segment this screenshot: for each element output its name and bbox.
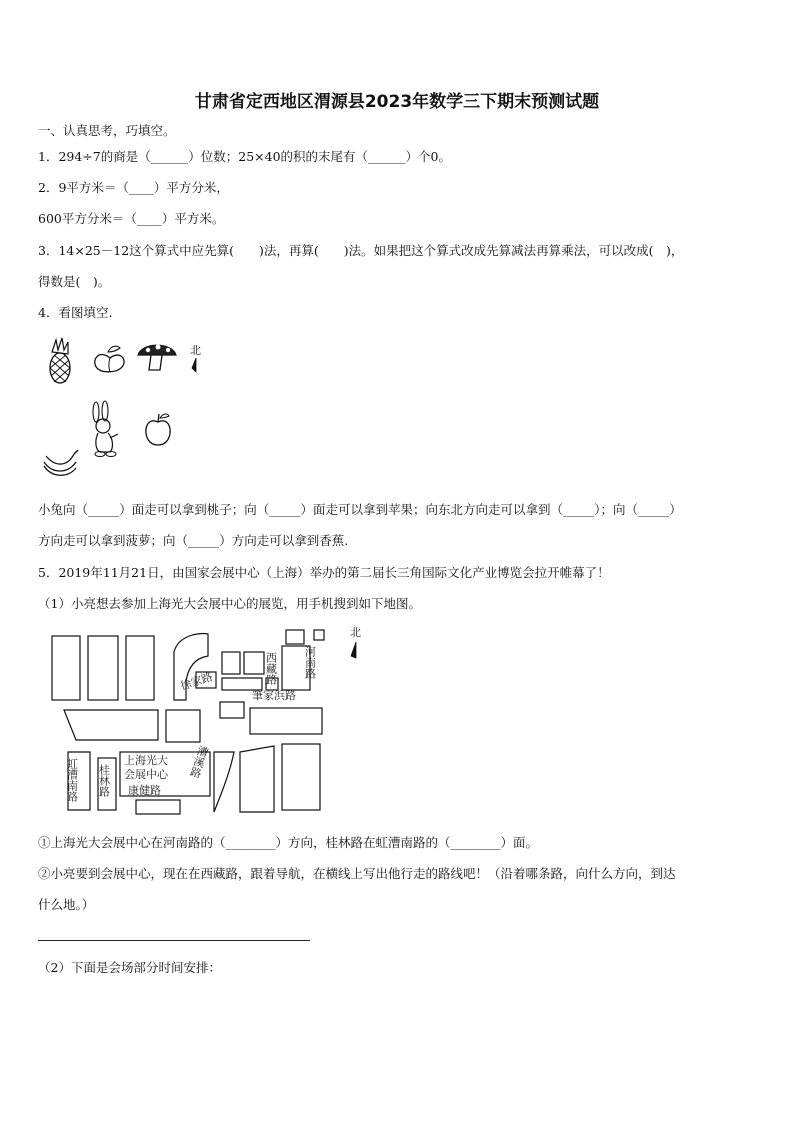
question-5-item-1: ①上海光大会展中心在河南路的（________）方向，桂林路在虹漕南路的（________）面。 [38,835,539,850]
question-5-item-2-line-1: ②小亮要到会展中心，现在在西藏路，跟着导航，在横线上写出他行走的路线吧！（沿着哪条路，向什么方向，到达 [38,866,676,881]
question-2-part-b: 600平方分米＝（____）平方米。 [38,211,225,226]
question-4: 4．看图填空. [38,305,113,320]
question-4-line-1: 小兔向（_____）面走可以拿到桃子；向（_____）面走可以拿到苹果；向东北方向走可以拿到（_____）；向（_____） [38,502,682,517]
answer-line[interactable] [38,940,310,941]
street-xizang: 西藏路 [264,652,278,685]
map-north-arrow-icon [351,642,356,658]
street-hongcao: 虹漕南路 [65,758,79,802]
street-kangjian: 康健路 [128,784,161,797]
north-label: 北 [190,344,201,357]
question-3-line-2: 得数是( )。 [38,274,111,289]
street-caoxi: 漕溪路 [187,743,211,780]
rabbit-icon [93,401,118,457]
question-1: 1．294÷7的商是（______）位数；25×40的积的末尾有（______）个0。 [38,149,451,164]
section-heading: 一、认真思考，巧填空。 [38,123,176,138]
question-5-part-1: （1）小亮想去参加上海光大会展中心的展览，用手机搜到如下地图。 [38,596,421,611]
page-title: 甘肃省定西地区渭源县2023年数学三下期末预测试题 [194,92,600,112]
mushroom-icon [138,345,176,371]
banana-icon [44,450,78,475]
peach-icon [95,346,124,372]
q4-picture [38,338,201,488]
question-5-part-2: （2）下面是会场部分时间安排： [38,960,221,975]
street-map [38,622,368,818]
question-2-part-a: 2．9平方米＝（____）平方分米， [38,180,229,195]
street-henan: 河南路 [303,646,317,679]
question-5-item-2-line-2: 什么地。） [38,897,95,912]
street-guilin: 桂林路 [97,764,111,797]
map-north-label: 北 [350,626,361,639]
center-name-line-1: 上海光大 [124,754,168,767]
question-5: 5．2019年11月21日，由国家会展中心（上海）举办的第二届长三角国际文化产业博览会拉开帷幕了！ [38,565,610,580]
street-pengjia: 筆家浜路 [252,689,296,702]
street-xujia: 徐家路 [178,670,215,693]
apple-icon [146,414,170,445]
pineapple-icon [50,338,70,383]
north-arrow-icon [192,358,196,372]
question-4-line-2: 方向走可以拿到菠萝；向（_____）方向走可以拿到香蕉. [38,533,349,548]
question-3-line-1: 3．14×25－12这个算式中应先算( )法，再算( )法。如果把这个算式改成先算减法再算乘法，可以改成( )， [38,243,684,258]
center-name-line-2: 会展中心 [124,768,168,781]
